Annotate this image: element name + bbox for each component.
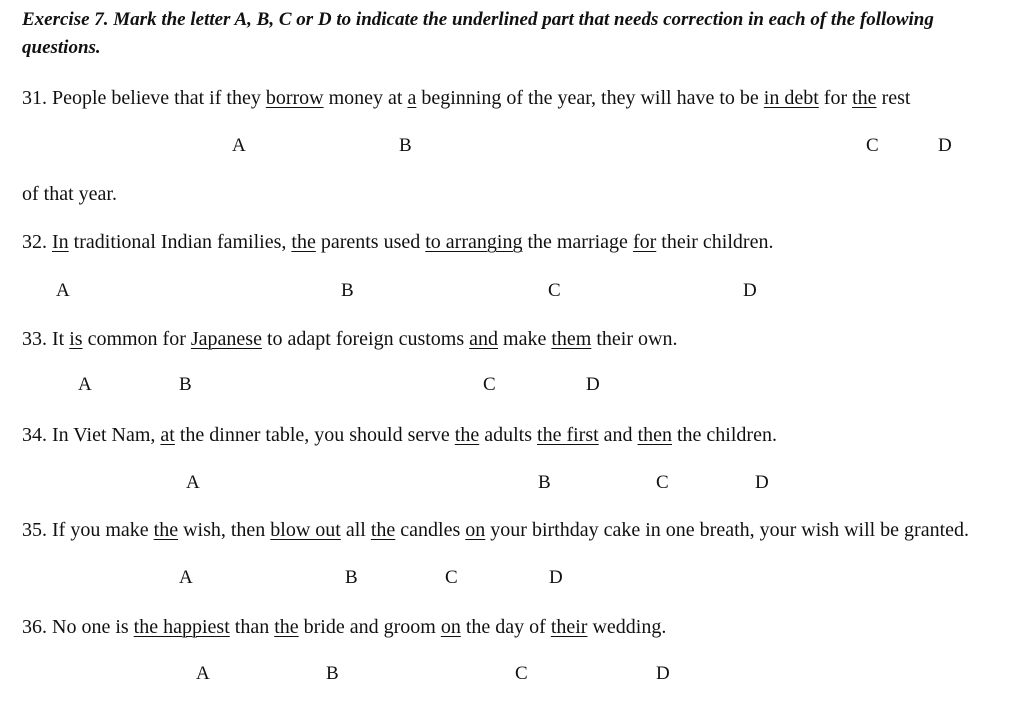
question-text: your birthday cake in one breath, your wish will be granted.	[485, 519, 970, 541]
underlined-part-c: on	[440, 616, 461, 638]
question-text: than	[229, 616, 275, 638]
underlined-part-b: the	[274, 616, 299, 638]
option-label-c[interactable]: C	[656, 472, 669, 493]
question-text: for	[818, 87, 853, 109]
question-text: People believe that if they	[52, 87, 266, 109]
underlined-part-a: the	[153, 519, 179, 541]
question-text: bride and groom	[298, 616, 441, 638]
option-label-a[interactable]: A	[232, 135, 246, 156]
question-text: all	[340, 519, 371, 541]
underlined-part-a: is	[69, 328, 83, 350]
question-number: 33.	[22, 328, 47, 350]
question-text: the children.	[672, 424, 777, 446]
question-31	[22, 86, 910, 110]
question-text: If you make	[52, 519, 154, 541]
question-text: the day of	[460, 616, 551, 638]
underlined-part-d: on	[465, 519, 486, 541]
question-text: traditional Indian families,	[68, 231, 292, 253]
question-33	[22, 327, 677, 351]
question-text: beginning of the year, they will have to be	[416, 87, 764, 109]
question-text: to adapt foreign customs	[261, 328, 470, 350]
option-label-c[interactable]: C	[866, 135, 879, 156]
instruction-line-1: Exercise 7. Mark the letter A, B, C or D to indicate the underlined part that needs correction in each of the following	[22, 9, 934, 30]
underlined-part-c: the first	[537, 424, 599, 446]
underlined-part-c: the	[370, 519, 396, 541]
option-label-b[interactable]: B	[341, 280, 354, 301]
question-31-continuation: of that year.	[22, 183, 117, 205]
question-32	[22, 230, 773, 254]
question-34	[22, 423, 777, 447]
underlined-part-d: for	[632, 231, 657, 253]
question-number: 34.	[22, 424, 47, 446]
underlined-part-d: then	[637, 424, 672, 446]
question-text: make	[498, 328, 552, 350]
question-text: common for	[82, 328, 191, 350]
option-label-b[interactable]: B	[538, 472, 551, 493]
underlined-part-b: a	[407, 87, 417, 109]
underlined-part-a: the happiest	[133, 616, 230, 638]
option-label-b[interactable]: B	[326, 663, 339, 684]
option-label-a[interactable]: A	[179, 567, 193, 588]
underlined-part-a: at	[160, 424, 175, 446]
question-36	[22, 615, 666, 639]
option-label-d[interactable]: D	[656, 663, 670, 684]
underlined-part-c: and	[469, 328, 499, 350]
underlined-part-d: them	[551, 328, 592, 350]
question-text: candles	[395, 519, 466, 541]
option-label-c[interactable]: C	[548, 280, 561, 301]
underlined-part-c: in debt	[763, 87, 819, 109]
underlined-part-c: to arranging	[425, 231, 523, 253]
question-text: wedding.	[587, 616, 667, 638]
question-text: their own.	[591, 328, 678, 350]
underlined-part-b: blow out	[270, 519, 341, 541]
option-label-d[interactable]: D	[743, 280, 757, 301]
underlined-part-b: Japanese	[190, 328, 262, 350]
option-label-a[interactable]: A	[56, 280, 70, 301]
question-text: the marriage	[522, 231, 633, 253]
question-text: parents used	[315, 231, 426, 253]
option-label-b[interactable]: B	[345, 567, 358, 588]
question-text: rest	[876, 87, 911, 109]
question-number: 31.	[22, 87, 47, 109]
option-label-c[interactable]: C	[483, 374, 496, 395]
question-number: 32.	[22, 231, 47, 253]
question-text: In Viet Nam,	[52, 424, 161, 446]
exercise-instruction	[22, 6, 1024, 62]
option-label-c[interactable]: C	[445, 567, 458, 588]
underlined-part-a: borrow	[265, 87, 324, 109]
option-label-d[interactable]: D	[938, 135, 952, 156]
option-label-d[interactable]: D	[549, 567, 563, 588]
option-label-c[interactable]: C	[515, 663, 528, 684]
question-number: 36.	[22, 616, 47, 638]
question-text: wish, then	[178, 519, 271, 541]
question-text: adults	[479, 424, 538, 446]
question-number: 35.	[22, 519, 47, 541]
underlined-part-a: In	[52, 231, 69, 253]
option-label-d[interactable]: D	[755, 472, 769, 493]
question-35	[22, 518, 969, 542]
question-text: No one is	[52, 616, 134, 638]
underlined-part-b: the	[454, 424, 480, 446]
option-label-a[interactable]: A	[78, 374, 92, 395]
underlined-part-d: their	[550, 616, 588, 638]
underlined-part-b: the	[291, 231, 316, 253]
option-label-b[interactable]: B	[399, 135, 412, 156]
instruction-line-2: questions.	[22, 37, 101, 58]
option-label-a[interactable]: A	[196, 663, 210, 684]
question-text: their children.	[656, 231, 774, 253]
underlined-part-d: the	[852, 87, 877, 109]
question-text: money at	[323, 87, 408, 109]
option-label-b[interactable]: B	[179, 374, 192, 395]
question-text: It	[52, 328, 70, 350]
question-text: the dinner table, you should serve	[174, 424, 455, 446]
option-label-a[interactable]: A	[186, 472, 200, 493]
option-label-d[interactable]: D	[586, 374, 600, 395]
question-text: and	[598, 424, 638, 446]
